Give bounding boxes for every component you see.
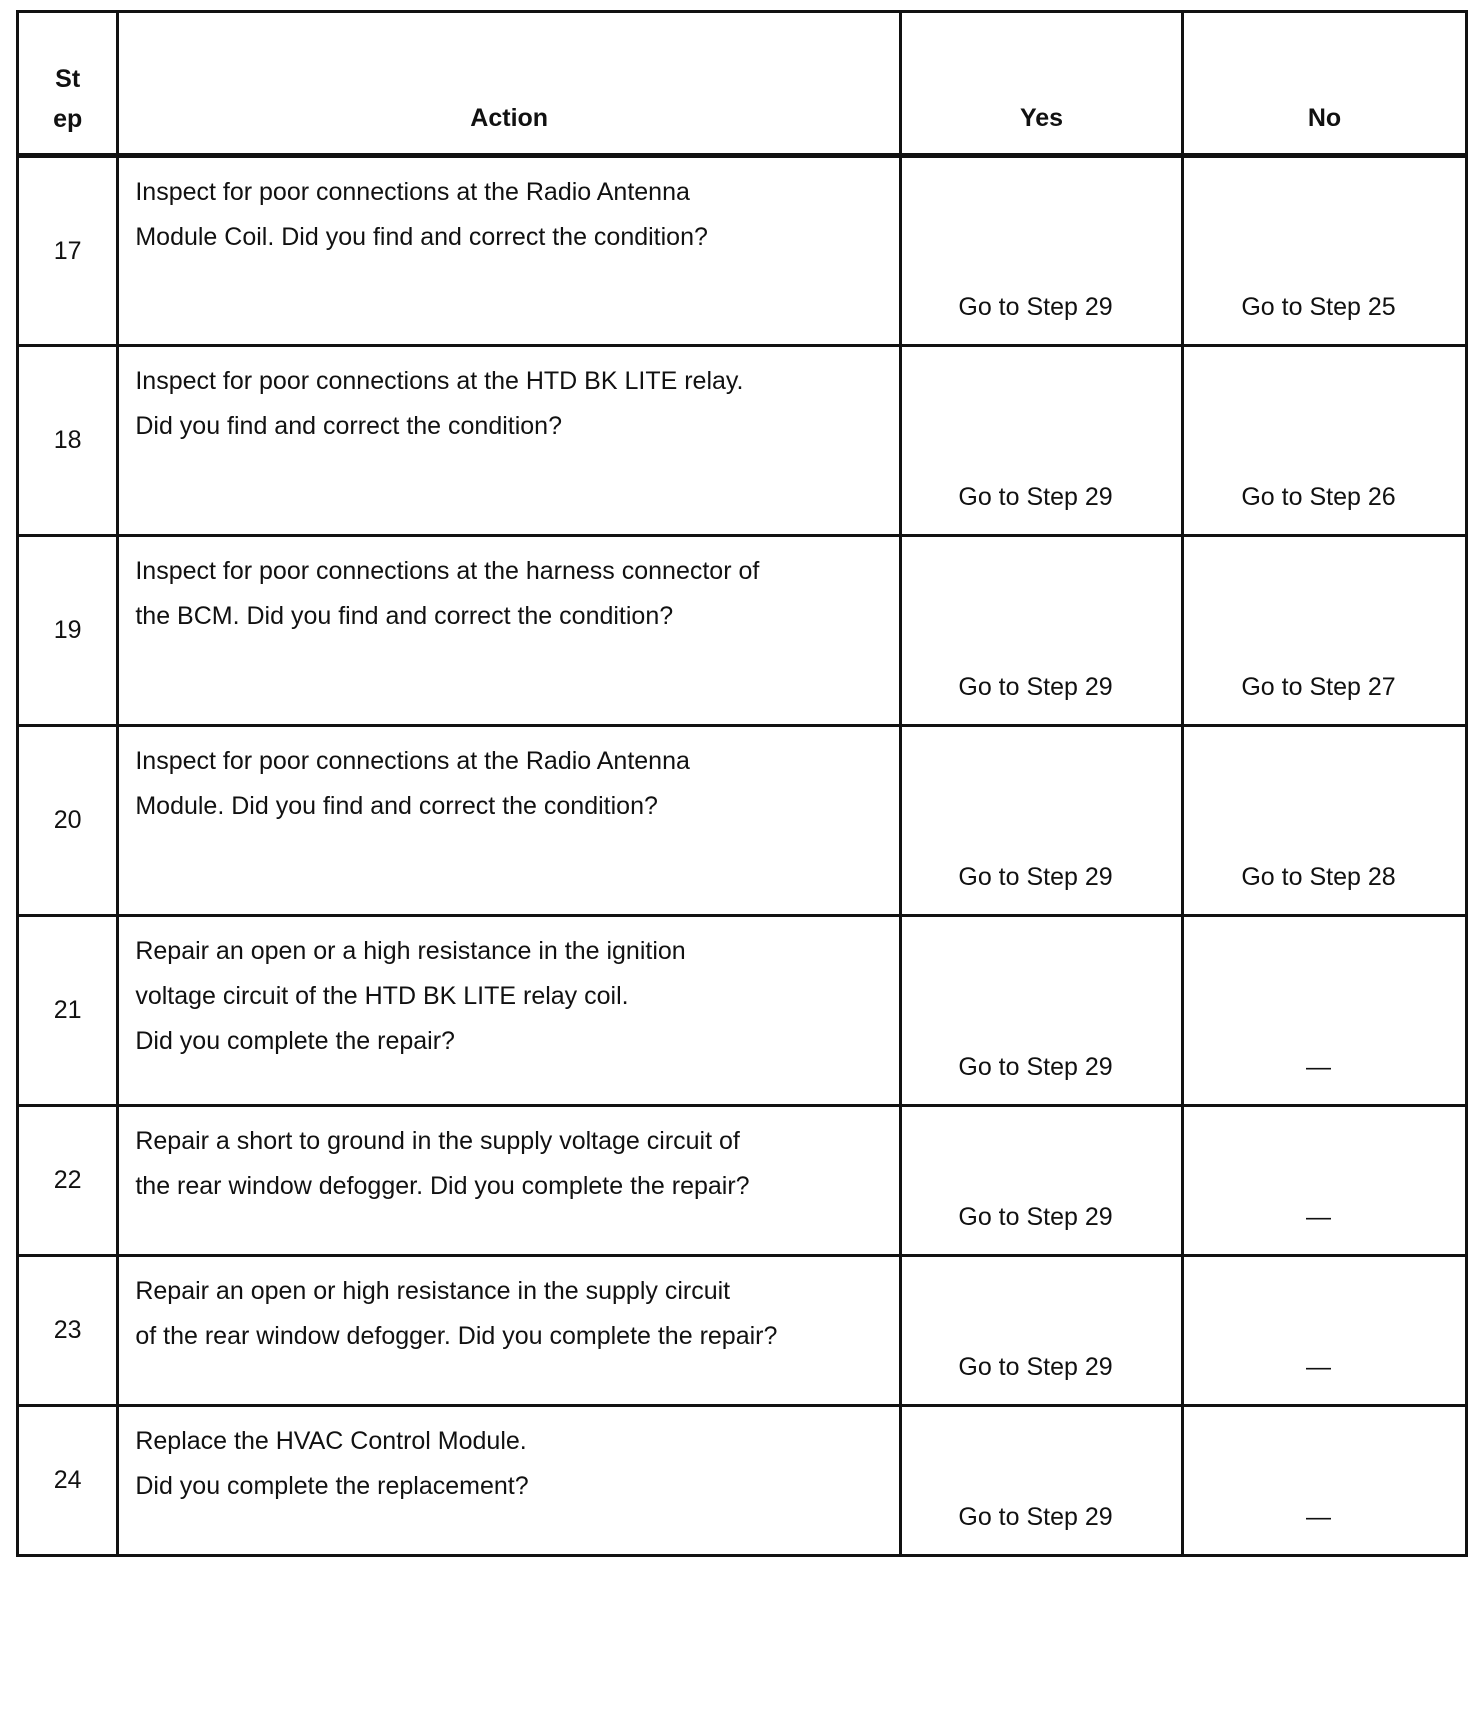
table-row — [18, 1406, 1467, 1556]
action-cell — [118, 726, 901, 916]
no-result: — — [1183, 1256, 1467, 1406]
step-number: 20 — [18, 726, 118, 916]
action-text-line: Module. Did you find and correct the condition? — [135, 792, 658, 820]
header-step-line2: ep — [53, 105, 83, 133]
action-text-line: of the rear window defogger. Did you complete the repair? — [135, 1322, 778, 1350]
action-text-line: voltage circuit of the HTD BK LITE relay coil. — [135, 982, 629, 1010]
table-row — [18, 916, 1467, 1106]
header-no: No — [1183, 12, 1467, 156]
no-result: Go to Step 25 — [1183, 156, 1467, 346]
header-step — [18, 12, 118, 156]
action-text-line: Inspect for poor connections at the Radio Antenna — [135, 178, 690, 206]
action-cell — [118, 916, 901, 1106]
action-text-line: Repair an open or high resistance in the supply circuit — [135, 1277, 731, 1305]
action-text-line: Repair an open or a high resistance in the ignition — [135, 937, 686, 965]
step-number: 19 — [18, 536, 118, 726]
no-result: Go to Step 27 — [1183, 536, 1467, 726]
action-cell — [118, 1106, 901, 1256]
action-text-line: Inspect for poor connections at the HTD BK LITE relay. — [135, 367, 744, 395]
action-cell — [118, 1406, 901, 1556]
no-result: — — [1183, 916, 1467, 1106]
table-row — [18, 536, 1467, 726]
yes-result: Go to Step 29 — [901, 726, 1183, 916]
step-number: 24 — [18, 1406, 118, 1556]
action-text-line: Did you complete the replacement? — [135, 1472, 529, 1500]
diagnostic-table — [16, 10, 1468, 1557]
table-row — [18, 156, 1467, 346]
no-result: Go to Step 26 — [1183, 346, 1467, 536]
header-yes: Yes — [901, 12, 1183, 156]
table-header — [18, 12, 1467, 156]
header-row — [18, 12, 1467, 156]
action-text-line: Did you complete the repair? — [135, 1027, 455, 1055]
action-cell — [118, 536, 901, 726]
step-number: 18 — [18, 346, 118, 536]
step-number: 17 — [18, 156, 118, 346]
action-text-line: the BCM. Did you find and correct the condition? — [135, 602, 674, 630]
table-row — [18, 346, 1467, 536]
action-text-line: Inspect for poor connections at the Radio Antenna — [135, 747, 690, 775]
yes-result: Go to Step 29 — [901, 156, 1183, 346]
action-text-line: Replace the HVAC Control Module. — [135, 1427, 527, 1455]
yes-result: Go to Step 29 — [901, 1406, 1183, 1556]
no-result: — — [1183, 1406, 1467, 1556]
table-row — [18, 726, 1467, 916]
no-result: — — [1183, 1106, 1467, 1256]
yes-result: Go to Step 29 — [901, 916, 1183, 1106]
action-cell — [118, 346, 901, 536]
action-text-line: Did you find and correct the condition? — [135, 412, 562, 440]
action-text-line: Inspect for poor connections at the harness connector of — [135, 557, 760, 585]
header-action: Action — [118, 12, 901, 156]
action-text-line: Repair a short to ground in the supply voltage circuit of — [135, 1127, 740, 1155]
table-body — [18, 156, 1467, 1556]
yes-result: Go to Step 29 — [901, 536, 1183, 726]
yes-result: Go to Step 29 — [901, 1256, 1183, 1406]
table-row — [18, 1256, 1467, 1406]
header-step-line1: St — [55, 65, 81, 93]
table-row — [18, 1106, 1467, 1256]
step-number: 21 — [18, 916, 118, 1106]
step-number: 23 — [18, 1256, 118, 1406]
action-cell — [118, 156, 901, 346]
action-cell — [118, 1256, 901, 1406]
action-text-line: Module Coil. Did you find and correct the condition? — [135, 223, 708, 251]
yes-result: Go to Step 29 — [901, 346, 1183, 536]
yes-result: Go to Step 29 — [901, 1106, 1183, 1256]
step-number: 22 — [18, 1106, 118, 1256]
no-result: Go to Step 28 — [1183, 726, 1467, 916]
action-text-line: the rear window defogger. Did you complete the repair? — [135, 1172, 750, 1200]
